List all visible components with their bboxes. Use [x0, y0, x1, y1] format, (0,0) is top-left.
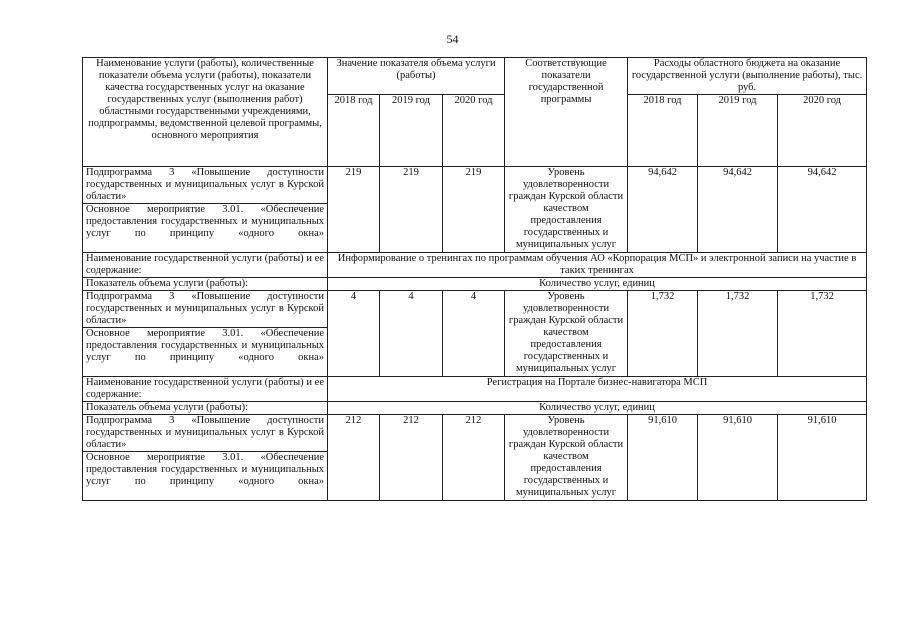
service-name-label: Наименование государственной услуги (работы) и ее содержание: — [83, 377, 328, 402]
indicator-value-cell: Количество услуг, единиц — [328, 402, 867, 415]
table-row — [83, 415, 867, 452]
program-indicator-cell: Уровень удовлетворенности граждан Курской области качеством предоставления государственных и муниципальных услуг — [505, 167, 628, 253]
header-value-cell: Значение показателя объема услуги (работы) — [328, 58, 505, 95]
program-indicator-cell: Уровень удовлетворенности граждан Курской области качеством предоставления государственных и муниципальных услуг — [505, 291, 628, 377]
header-expense-year-2020: 2020 год — [778, 95, 867, 167]
expense-2018-cell: 1,732 — [628, 291, 698, 377]
header-value-year-2019: 2019 год — [380, 95, 443, 167]
value-2018-cell: 219 — [328, 167, 380, 253]
header-row — [83, 58, 867, 95]
measure-cell: Основное мероприятие 3.01. «Обеспечение предоставления государственных и муниципальных услуг по принципу «одного окна» — [83, 452, 328, 501]
page-number: 54 — [446, 32, 459, 46]
expense-2020-cell: 94,642 — [778, 167, 867, 253]
header-name-cell: Наименование услуги (работы), количественные показатели объема услуги (работы), показатели качества государственных услуг на оказание государственных услуг (выполнения работ) областными государственными учреждениями, подпрограммы, ведомственной целевой программы, основного мероприятия — [83, 58, 328, 167]
value-2019-cell: 212 — [380, 415, 443, 501]
table-row — [83, 291, 867, 328]
table-row — [83, 278, 867, 291]
measure-cell: Основное мероприятие 3.01. «Обеспечение предоставления государственных и муниципальных услуг по принципу «одного окна» — [83, 328, 328, 377]
header-expenses-cell: Расходы областного бюджета на оказание государственной услуги (выполнение работы), тыс. руб. — [628, 58, 867, 95]
value-2020-cell: 4 — [443, 291, 505, 377]
expense-2020-cell: 91,610 — [778, 415, 867, 501]
expense-2018-cell: 91,610 — [628, 415, 698, 501]
value-2020-cell: 219 — [443, 167, 505, 253]
value-2019-cell: 4 — [380, 291, 443, 377]
header-programs-cell: Соответствующие показатели государственной программы — [505, 58, 628, 167]
measure-cell: Основное мероприятие 3.01. «Обеспечение предоставления государственных и муниципальных услуг по принципу «одного окна» — [83, 204, 328, 253]
indicator-value-cell: Количество услуг, единиц — [328, 278, 867, 291]
value-2019-cell: 219 — [380, 167, 443, 253]
expense-2020-cell: 1,732 — [778, 291, 867, 377]
header-expense-year-2018: 2018 год — [628, 95, 698, 167]
subprogram-cell: Подпрограмма 3 «Повышение доступности государственных и муниципальных услуг в Курской области» — [83, 167, 328, 204]
expense-2018-cell: 94,642 — [628, 167, 698, 253]
service-content-cell: Регистрация на Портале бизнес-навигатора МСП — [328, 377, 867, 402]
table-row — [83, 253, 867, 278]
value-2018-cell: 4 — [328, 291, 380, 377]
value-2018-cell: 212 — [328, 415, 380, 501]
expense-2019-cell: 91,610 — [698, 415, 778, 501]
table-row — [83, 402, 867, 415]
service-name-label: Наименование государственной услуги (работы) и ее содержание: — [83, 253, 328, 278]
value-2020-cell: 212 — [443, 415, 505, 501]
expense-2019-cell: 94,642 — [698, 167, 778, 253]
expense-2019-cell: 1,732 — [698, 291, 778, 377]
header-value-year-2018: 2018 год — [328, 95, 380, 167]
table-row — [83, 377, 867, 402]
header-expense-year-2019: 2019 год — [698, 95, 778, 167]
table-row — [83, 167, 867, 204]
budget-table — [82, 57, 867, 501]
subprogram-cell: Подпрограмма 3 «Повышение доступности государственных и муниципальных услуг в Курской области» — [83, 291, 328, 328]
indicator-label: Показатель объема услуги (работы): — [83, 402, 328, 415]
subprogram-cell: Подпрограмма 3 «Повышение доступности государственных и муниципальных услуг в Курской области» — [83, 415, 328, 452]
header-value-year-2020: 2020 год — [443, 95, 505, 167]
service-content-cell: Информирование о тренингах по программам обучения АО «Корпорация МСП» и электронной записи на участие в таких тренингах — [328, 253, 867, 278]
indicator-label: Показатель объема услуги (работы): — [83, 278, 328, 291]
program-indicator-cell: Уровень удовлетворенности граждан Курской области качеством предоставления государственных и муниципальных услуг — [505, 415, 628, 501]
